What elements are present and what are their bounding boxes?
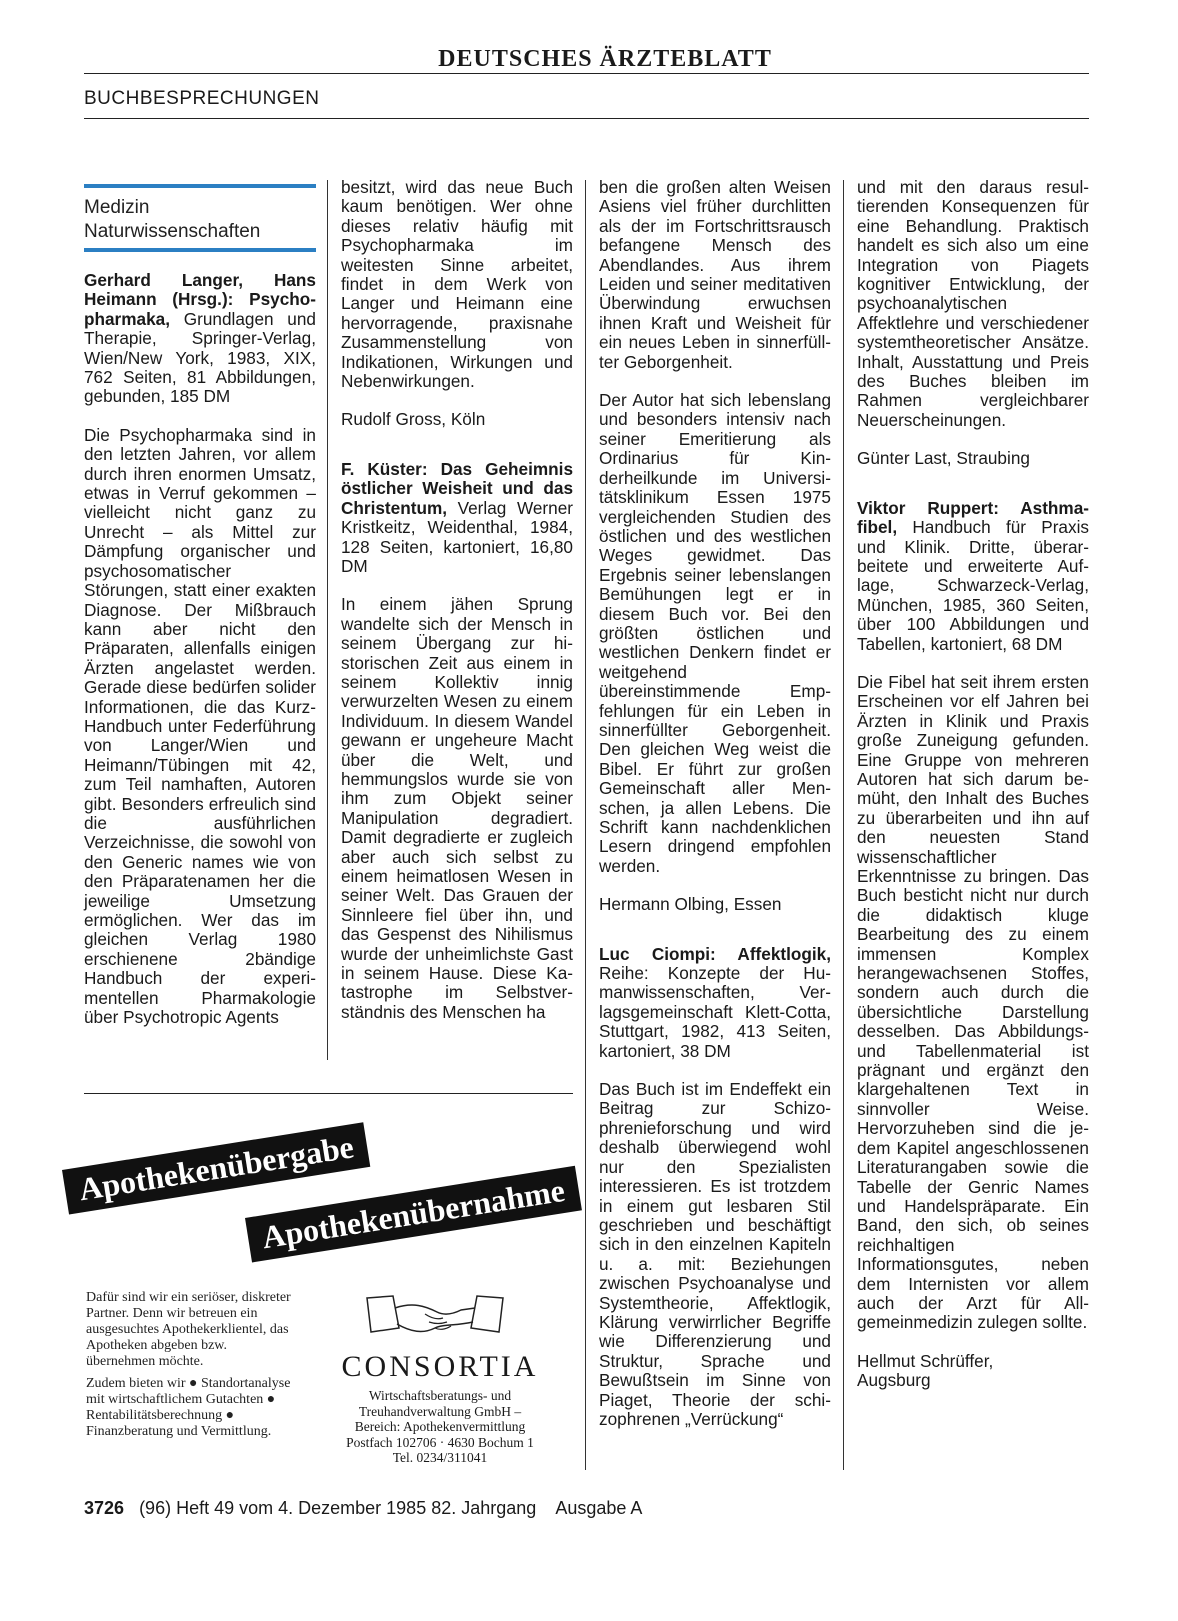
review-3-continued: und mit den daraus resultierenden Konsequenzen für eine Behandlung. Praktisch handelt es sich also um eine Integration von Piagets kognitiver Entwicklung, der psychoanalytischen Affektlehre und verschiedener systemtheoretischer Ansätze. Inhalt, Ausstattung und Preis des Buches bleiben im Rahmen vergleichbarer Neuerscheinungen. bbox=[857, 177, 1089, 430]
review-4-title: Viktor Ruppert: Asthmafibel, bbox=[857, 497, 1089, 538]
ad-text-paragraph-1: Dafür sind wir ein seriöser, diskreter Partner. Denn wir betreuen ein ausgesuchtes Apothekerklientel, das Apotheken abgeben bzw. übernehmen möchte. bbox=[86, 1290, 291, 1369]
category-line1: Medizin bbox=[84, 197, 150, 218]
review-4-details: Handbuch für Praxis und Klinik. Dritte, überarbeitete und erweiterte Auflage, Schwarzeck-Verlag, München, 1985, 360 Seiten, über 100 Abbildungen und Tabellen, kartoniert, 68 DM bbox=[857, 517, 1089, 654]
review-1-signature: Rudolf Gross, Köln bbox=[341, 409, 486, 430]
page-footer bbox=[84, 1498, 642, 1519]
company-line-2: Treuhandverwaltung GmbH – bbox=[358, 1403, 522, 1419]
review-4-signature bbox=[857, 1352, 1089, 1391]
review-1-title: Gerhard Langer, Hans Heimann (Hrsg.): Psychopharmaka, bbox=[84, 270, 316, 329]
column-3 bbox=[599, 178, 831, 1448]
review-2-citation bbox=[341, 460, 573, 576]
review-2-continued-2: Der Autor hat sich lebenslang und besonders intensiv nach seiner Emeritierung als Ordinarius für Kinderheilkunde im Universitätsklinikum Essen 1975 vergleichenden Studien des östlichen und des westlichen Weges gewidmet. Das Ergebnis seiner lebenslangen Bemühungen legt er in diesem Buch vor. Bei den größten östlichen und westlichen Denkern findet er weitgehend übereinstimmende Empfehlungen für ein Leben in sinnerfüllter Geborgenheit. Den gleichen Weg weist die Bibel. Er führt zur großen Gemeinschaft aller Menschen, ja allen Lebens. Die Schrift kann nachdenklichen Lesern dringend empfohlen werden. bbox=[599, 390, 831, 876]
review-2-signature: Hermann Olbing, Essen bbox=[599, 894, 782, 915]
review-2-title: F. Küster: Das Geheimnis östlicher Weisheit und das Christentum, bbox=[341, 458, 573, 518]
issue-info: (96) Heft 49 vom 4. Dezember 1985 82. Jahrgang bbox=[139, 1498, 537, 1518]
review-3-details: Reihe: Konzepte der Humanwissenschaften, Verlagsgemeinschaft Klett-Cotta, Stuttgart, 1982, 413 Seiten, kartoniert, 38 DM bbox=[599, 963, 831, 1061]
ad-text-paragraph-2: Zudem bieten wir ● Standortanalyse mit wirtschaftlichem Gutachten ● Rentabilitätsberechnung ● Finanzberatung und Vermittlung. bbox=[86, 1376, 291, 1439]
company-name: CONSORTIA bbox=[341, 1350, 539, 1383]
company-info bbox=[325, 1388, 555, 1466]
review-1-continued: besitzt, wird das neue Buch kaum benötigen. Wer ohne dieses relativ häufig mit Psychopharmaka im weitesten Sinne arbeitet, findet in dem Werk von Langer und Heimann eine hervorragende, praxisnahe Zusammenstellung von Indikationen, Wirkungen und Nebenwirkungen. bbox=[341, 177, 573, 392]
category-bar-bottom bbox=[84, 248, 316, 252]
review-3-citation bbox=[599, 945, 831, 1061]
category-bar-top bbox=[84, 184, 316, 188]
masthead-rule bbox=[84, 73, 1089, 74]
ad-top-rule bbox=[84, 1093, 573, 1094]
review-2-details: Verlag Werner Kristkeitz, Weidenthal, 1984, 128 Seiten, kartoniert, 16,80 DM bbox=[341, 497, 573, 576]
review-1-body: Die Psychopharmaka sind in den letzten Jahren, vor allem durch ihren enormen Umsatz, etwas in Verruf gekommen – vielleicht nicht ganz zu Unrecht – als Mittel zur Dämpfung organischer und psychosomatischer Störungen, statt einer exakten Diagnose. Der Mißbrauch kann aber nicht den Präparaten, allenfalls einigen Ärzten angelastet werden. Gerade diese bedürfen solider Informationen, die das Kurz-Handbuch unter Federführung von Langer/Wien und Heimann/Tübingen mit 42, zum Teil namhaften, Autoren gibt. Besonders erfreulich sind die ausführlichen Verzeichnisse, die sowohl von den Generic names wie von den Präparatenamen her die jeweilige Umsetzung ermöglichen. Wer das im gleichen Verlag 1980 erschienene 2bändige Handbuch der experimentellen Pharmakologie über Psychotropic Agents bbox=[84, 424, 316, 1028]
column-1 bbox=[84, 271, 316, 1046]
review-1-details: Grundlagen und Therapie, Springer-Verlag, Wien/New York, 1983, XIX, 762 Seiten, 81 Abbildungen, gebunden, 185 DM bbox=[84, 308, 316, 407]
company-line-5: Tel. 0234/311041 bbox=[392, 1450, 488, 1465]
column-4 bbox=[857, 178, 1089, 1410]
edition-info: Ausgabe A bbox=[555, 1498, 643, 1518]
page-number: 3726 bbox=[84, 1498, 125, 1518]
review-3-body: Das Buch ist im Endeffekt ein Beitrag zur Schizophrenieforschung und wird deshalb überwiegend wohl nur den Spezialisten interessieren. Es ist trotzdem in einem gut lesbaren Stil geschrieben und beschäftigt sich in den einzelnen Kapiteln u. a. mit: Beziehungen zwischen Psychoanalyse und Systemtheorie, Affektlogik, Klärung verwirrlicher Begriffe wie Differenzierung und Struktur, Sprache und Bewußtsein im Sinne von Piaget, Theorie der schizophrenen „Verrückung“ bbox=[599, 1079, 831, 1429]
category-label bbox=[84, 196, 316, 244]
ad-text bbox=[86, 1290, 296, 1440]
review-2-body: In einem jähen Sprung wandelte sich der Mensch in seinem Übergang zur historischen Zeit aus einem in seinem Kollektiv innig verwurzelten Wesen zu einem Individuum. In diesem Wandel gewann er ungeheure Macht über die Welt, und hemmungslos wurde sie von ihm zum Objekt seiner Manipulation degradiert. Damit degradierte er zugleich aber auch sich selbst zu einem heimatlosen Wesen in seiner Welt. Das Grauen der Sinnleere fiel über ihn, und das Gespenst des Nihilismus wurde der unheimlichste Gast in seinem Hause. Diese Katastrophe im Selbstverständnis des Menschen ha bbox=[341, 594, 573, 1022]
column-2 bbox=[341, 178, 573, 1041]
section-rule bbox=[84, 118, 1089, 119]
review-4-citation bbox=[857, 499, 1089, 654]
handshake-icon bbox=[365, 1288, 505, 1348]
section-title: BUCHBESPRECHUNGEN bbox=[84, 88, 320, 109]
review-4-signature-line2: Augsburg bbox=[857, 1370, 931, 1391]
review-4-signature-line1: Hellmut Schrüffer, bbox=[857, 1350, 994, 1371]
company-line-3: Bereich: Apothekenvermittlung bbox=[354, 1419, 526, 1434]
ad-banner-2: Apothekenübernahme bbox=[245, 1166, 582, 1263]
ad-banner-1: Apothekenübergabe bbox=[62, 1122, 371, 1214]
review-3-signature: Günter Last, Straubing bbox=[857, 448, 1030, 469]
review-3-title: Luc Ciompi: Affektlogik, bbox=[599, 943, 831, 964]
column-divider-1 bbox=[327, 180, 328, 1060]
company-line-1: Wirtschaftsberatungs- und bbox=[368, 1388, 512, 1403]
category-line2: Naturwissenschaften bbox=[84, 221, 261, 242]
review-1-citation bbox=[84, 271, 316, 407]
masthead: DEUTSCHES ÄRZTEBLATT bbox=[438, 46, 772, 72]
review-4-body: Die Fibel hat seit ihrem ersten Erscheinen vor elf Jahren bei Ärzten in Klinik und Praxis große Zuneigung gefunden. Eine Gruppe von mehreren Autoren hat sich darum bemüht, den Inhalt des Buches zu überarbeiten und ihn auf den neuesten Stand wissenschaftlicher Erkenntnisse zu bringen. Das Buch besticht nicht nur durch die didaktisch kluge Bearbeitung des zu einem immensen Komplex herangewachsenen Stoffes, sondern auch durch die übersichtliche Darstellung desselben. Das Abbildungs- und Tabellenmaterial ist prägnant und ergänzt den klargehaltenen Text in sinnvoller Weise. Hervorzuheben sind die jedem Kapitel angeschlossenen Literaturangaben sowie die Tabelle der Genric Names und Handelspräparate. Ein Band, den sich, ob seines reichhaltigen Informationsgutes, neben dem Internisten vor allem auch der Arzt für Allgemeinmedizin zulegen sollte. bbox=[857, 671, 1089, 1333]
column-divider-3 bbox=[843, 180, 844, 1470]
column-divider-2 bbox=[585, 180, 586, 1470]
company-line-4: Postfach 102706 · 4630 Bochum 1 bbox=[346, 1434, 534, 1450]
review-2-continued-1: ben die großen alten Weisen Asiens viel früher durchlitten als der im Fortschrittsrausch befangene Mensch des Abendlandes. Aus ihrem Leiden und seiner meditativen Überwindung erwuchsen ihnen Kraft und Weisheit für ein neues Leben in sinnerfüllter Geborgenheit. bbox=[599, 177, 831, 372]
